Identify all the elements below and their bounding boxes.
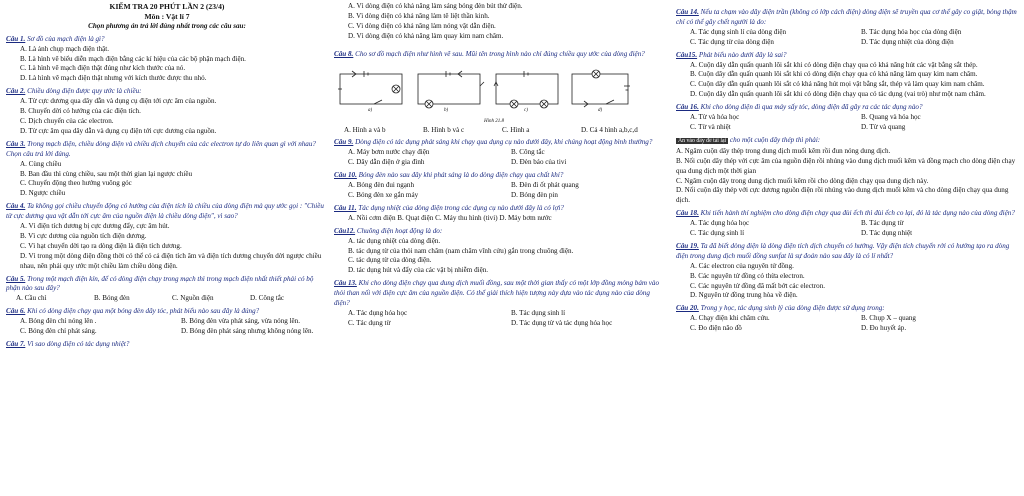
question-text: Bóng đèn nào sau đây khi phát sáng là do dòng điện chạy qua chất khí? [358, 171, 564, 180]
options-grid [6, 327, 328, 337]
question-label: Câu 3. [6, 139, 26, 148]
question-label: Câu 7. [6, 340, 26, 348]
option: A. Vì điện tích dương bị cực dương đẩy, cực âm hút. [20, 222, 170, 231]
option: A. Các electron của nguyên tử đồng. [690, 261, 794, 270]
column-3 [676, 2, 1018, 334]
option: C. Vì dòng điện có khả năng làm nóng vật dẫn điện. [348, 21, 496, 30]
options-grid [334, 148, 660, 158]
option: A. Máy bơm nước chạy điện [348, 148, 430, 157]
options-line: A. Nồi cơm điện B. Quạt điện C. Máy thu hình (tivi) D. Máy bơm nước [348, 213, 552, 222]
option: A. Ngâm cuộn dây thép trong dung dịch muối kẽm rồi đun nóng dung dịch. [676, 146, 891, 155]
options-grid [334, 319, 660, 329]
option: A. Tác dụng hóa học [348, 308, 408, 317]
question-14 [676, 8, 1018, 48]
question-text: Trong y học, tác dụng sinh lý của dòng điện được sử dụng trong: [700, 304, 885, 313]
options-row [334, 126, 660, 136]
options-grid [676, 123, 1018, 133]
question-text: Phát biểu nào dưới đây là sai? [698, 50, 787, 59]
question-text: Khi tiến hành thí nghiệm cho dòng điện chạy qua đùi ếch thì đùi ếch co lại, đó là tác dụng nào của dòng điện? [700, 209, 1015, 218]
option: A. Từ và hóa học [690, 113, 740, 122]
option: D. Công tắc [250, 294, 285, 303]
option: B. Bóng đèn [94, 294, 130, 303]
option: B. Các nguyên tử đồng có thừa electron. [690, 271, 805, 280]
question-text: cho một cuộn dây thép thì phải: [729, 135, 821, 144]
circuit-d [572, 70, 630, 107]
options-grid [334, 309, 660, 319]
circuit-a [338, 71, 402, 104]
option: D. Ngược chiều [20, 189, 66, 198]
question-label: Câu 18. [676, 209, 699, 218]
option: B. Hình b và c [423, 125, 465, 134]
figure-label-d: d) [598, 107, 603, 113]
option: D. tác dụng hút và đẩy của các vật bị nhiễm điện. [348, 266, 489, 275]
option: A. Hình a và b [344, 125, 386, 134]
option: C. Cuộn dây dẫn quấn quanh lõi sắt có khả năng hút mọi vật bằng sắt, thép và làm quay kim nam châm. [690, 80, 985, 89]
option: D. Vì dòng điện có khả năng làm quay kim nam châm. [348, 31, 504, 40]
question-label: Câu 14. [676, 8, 699, 16]
options-grid [676, 28, 1018, 38]
question-text: Vì sao dòng điện có tác dụng nhiệt? [27, 340, 130, 348]
options-grid [676, 219, 1018, 229]
option: D. Từ và quang [861, 122, 906, 131]
question-label: Câu12. [334, 226, 356, 235]
question-label: Câu 2. [6, 87, 26, 96]
option: C. Bóng đèn xe gắn máy [348, 190, 419, 199]
reload-tooltip[interactable]: Ấn vào đây để tải lại [678, 137, 727, 144]
question-text: Trong mạch điện, chiều dòng điện và chiều dịch chuyển của các electron tự do liên quan gì với nhau? Chọn câu trả lời đúng. [6, 139, 316, 158]
exam-instruction: Chọn phương án trả lời đúng nhất trong các câu sau: [88, 21, 246, 30]
options-grid [6, 317, 328, 327]
question-10 [334, 171, 660, 201]
option: B. Tác dụng hóa học của dòng điện [861, 27, 962, 36]
options-grid [334, 158, 660, 168]
question-13 [334, 279, 660, 329]
question-12 [334, 227, 660, 277]
option: D. Tác dụng nhiệt của dòng điện [861, 37, 954, 46]
option: C. Ngâm cuộn dây trong dung dịch muối kẽm rồi cho dòng điện chạy qua dung dịch này. [676, 176, 929, 185]
question-text: Ta đã biết dòng điện là dòng điện tích dịch chuyển có hướng. Vậy điện tích chuyển rời có hướng tạo ra dòng điện trong dung dịch muối đồng sunfat là sự đoán nào sau đây là có lí nhất? [676, 241, 1010, 260]
option: D. Đèn báo của tivi [511, 158, 567, 167]
question-label: Câu 5. [6, 274, 26, 283]
option: A. Từ cực dương qua dây dẫn và dụng cụ điện tới cực âm của nguồn. [20, 97, 217, 106]
question-1 [6, 35, 328, 85]
question-9 [334, 138, 660, 168]
option: C. Hình a [502, 125, 530, 134]
option: C. Tác dụng từ của dòng điện [690, 37, 774, 46]
question-label: Câu 8. [334, 49, 354, 58]
option: C. Vì hạt chuyển dời tạo ra dòng điện là điện tích dương. [20, 241, 182, 250]
option: C. Bóng đèn chỉ phát sáng. [20, 327, 97, 336]
question-text: Dòng điện có tác dụng phát sáng khi chạy qua dụng cụ nào dưới đây, khi chúng hoạt động bình thường? [355, 138, 653, 147]
option: A. Chạy điện khi châm cứu. [690, 314, 770, 323]
question-2 [6, 87, 328, 137]
question-18 [676, 209, 1018, 239]
option: B. Ban đầu thì cùng chiều, sau một thời gian lại ngược chiều [20, 169, 193, 178]
question-text: Chiều dòng điện được quy ước là chiều: [27, 87, 142, 96]
option: C. Từ và nhiệt [690, 122, 731, 131]
question-text: Trong một mạch điện kín, để có dòng điện chạy trong mạch thì trong mạch điện nhất thiết phải có bộ phận nào sau đây? [6, 274, 314, 293]
option: B. Cuộn dây dẫn quấn quanh lõi sắt khi có dòng điện chạy qua có khả năng làm quay kim nam châm. [690, 70, 978, 79]
option: B. Bóng đèn vừa phát sáng, vừa nóng lên. [181, 317, 301, 326]
figure-label-a: a) [368, 107, 373, 113]
options-grid [676, 229, 1018, 239]
question-text: Khi có dòng điện chạy qua một bóng đèn dây tóc, phát biểu nào sau đây là đúng? [27, 307, 260, 316]
question-text: Ta không gọi chiều chuyển động có hướng của điện tích là chiều của dòng điện mà quy ước gọi : "Chiều từ cực dương qua vật dẫn tới cực âm của nguồn điện là chiều dòng điện", vì sao? [6, 202, 324, 221]
option: B. Tác dụng từ [861, 219, 904, 228]
option: A. Tác dụng sinh lí của dòng điện [690, 27, 787, 36]
question-text: Nếu ta chạm vào dây điện trần (không có lớp cách điện) dòng điện sẽ truyền qua cơ thể gây co giật, bỏng thậm chí có thể gây chết người là do: [676, 8, 1017, 26]
option: D. Là hình vẽ mạch điện thật nhưng với kích thước được thu nhỏ. [20, 74, 207, 83]
question-label: Câu 20. [676, 304, 699, 313]
option: D. Bóng đèn phát sáng nhưng không nóng lên. [181, 327, 314, 336]
option: B. Chụp X – quang [861, 314, 916, 323]
question-4 [6, 202, 328, 271]
options-grid [676, 38, 1018, 48]
option: D. Bóng đèn pin [511, 190, 558, 199]
option: D. Cả 4 hình a,b,c,d [581, 125, 638, 134]
column-1 [6, 2, 328, 350]
option: D. Tác dụng từ và tác dụng hóa học [511, 318, 613, 327]
option: B. Quang và hóa học [861, 113, 921, 122]
question-text: Khi cho dòng điện chạy qua dung dịch muối đồng, sau một thời gian thấy có một lớp đồng mỏng bám vào thỏi than nối với điện cực âm của nguồn điện. Có thể giải thích hiện tượng này dựa vào tác dụng nào của dòng điện? [334, 279, 660, 308]
question-6 [6, 307, 328, 337]
question-label: Câu 16. [676, 103, 699, 112]
option: A. Bóng đèn chỉ nóng lên . [20, 317, 97, 326]
option: C. Tác dụng sinh lí [690, 229, 745, 238]
options-row [6, 294, 328, 304]
option: A. Cuộn dây dẫn quấn quanh lõi sắt khi có dòng điện chạy qua có khả năng hút các vật bằng sắt thép. [690, 60, 978, 69]
question-label: Câu15. [676, 50, 698, 59]
question-label: Câu 6. [6, 307, 26, 316]
option: C. Là hình vẽ mạch điện thật đúng như kích thước của nó. [20, 64, 186, 73]
option: C. Nguồn điện [172, 294, 214, 303]
figure-label-c: c) [524, 107, 528, 113]
question-label: Câu 11. [334, 203, 357, 212]
question-label: Câu 13. [334, 279, 357, 288]
question-16 [676, 103, 1018, 133]
question-7 [6, 340, 328, 350]
options-grid [334, 181, 660, 191]
question-text: Cho sơ đồ mạch điện như hình vẽ sau. Mũi tên trong hình nào chỉ đúng chiều quy ước của dòng điện? [355, 49, 645, 58]
option: B. Tác dụng sinh lí [511, 308, 566, 317]
option: A. tác dụng nhiệt của dòng điện. [348, 236, 441, 245]
question-7-options [334, 2, 660, 42]
question-text: Khi cho dòng điện đi qua máy sấy tóc, dòng điện đã gây ra các tác dụng nào? [700, 103, 923, 112]
question-label: Câu 10. [334, 171, 357, 180]
question-text: Tác dụng nhiệt của dòng điện trong các dụng cụ nào dưới đây là có lợi? [358, 203, 564, 212]
options-grid [676, 324, 1018, 334]
option: D. Từ cực âm qua dây dẫn và dụng cụ điện tới cực dương của nguồn. [20, 126, 217, 135]
circuit-figures [334, 62, 660, 126]
option: B. Vì dòng điện có khả năng làm tê liệt thần kinh. [348, 11, 490, 20]
option: A. Là ảnh chụp mạch điện thật. [20, 44, 110, 53]
question-17 [676, 136, 1018, 206]
option: D. Đo huyết áp. [861, 324, 907, 333]
option: C. Chuyển động theo hướng vuông góc [20, 179, 132, 188]
option: A. Cầu chì [16, 294, 47, 303]
option: A. Cùng chiều [20, 159, 62, 168]
question-label: Câu 9. [334, 138, 354, 147]
circuit-diagram [334, 62, 634, 122]
question-label: Câu 4. [6, 202, 26, 211]
question-label: Câu 19. [676, 241, 699, 250]
exam-title: KIỂM TRA 20 PHÚT LẦN 2 (23/4) [109, 2, 225, 11]
exam-subject: Môn : Vật lí 7 [144, 11, 190, 21]
question-20 [676, 304, 1018, 334]
figure-caption: Hình 21.8 [484, 118, 504, 124]
question-text: Chuông điện hoạt động là do: [356, 226, 443, 235]
option: D. Vì trong một dòng điện đồng thời có thể có cả điện tích âm và điện tích dương chuyển dời ngược chiều nhau, nên phải quy ước một chiều làm chiều dòng điện. [20, 251, 322, 270]
question-19 [676, 242, 1018, 301]
question-text: Sơ đồ của mạch điện là gì? [27, 34, 105, 43]
option: A. Tác dụng hóa học [690, 219, 750, 228]
circuit-c [494, 71, 558, 108]
figure-label-b: b) [444, 107, 449, 113]
question-5 [6, 275, 328, 305]
option: C. Dịch chuyển của các electron. [20, 116, 114, 125]
option: C. Các nguyên tử đồng đã mất bớt các electron. [690, 281, 826, 290]
option: D. Tác dụng nhiệt [861, 229, 913, 238]
option: B. Nối cuộn dây thép với cực âm của nguồn điện rồi nhúng vào dung dịch muối kẽm và đồng mạch cho dòng điện chạy qua dung dịch một thời gian [676, 156, 1016, 175]
question-15 [676, 51, 1018, 101]
option: B. Là hình vẽ biểu diễn mạch điện bằng các kí hiệu của các bộ phận mạch điện. [20, 54, 246, 63]
option: C. Tác dụng từ [348, 318, 391, 327]
option: D. Cuộn dây dẫn quấn quanh lõi sắt khi có dòng điện chạy qua có tác dụng (vai trò) như một nam châm. [690, 90, 986, 99]
option: B. Chuyển dời có hướng của các điện tích. [20, 107, 141, 116]
question-label: Câu 1. [6, 34, 26, 43]
option: A. Bóng đèn đui ngạnh [348, 181, 415, 190]
option: C. Dây dẫn điện ở gia đình [348, 158, 425, 167]
option: B. Công tắc [511, 148, 545, 157]
column-2 [334, 2, 660, 329]
question-3 [6, 140, 328, 199]
option: D. Nguyên tử đồng trung hòa về điện. [690, 291, 798, 300]
circuit-b [418, 71, 484, 108]
option: B. Vì cực dương của nguồn tích điện dương. [20, 231, 147, 240]
options-grid [676, 113, 1018, 123]
option: B. Đèn đi ốt phát quang [511, 181, 579, 190]
option: C. tác dụng từ của dòng điện. [348, 256, 432, 265]
option: A. Vì dòng điện có khả năng làm sáng bóng đèn bút thử điện. [348, 2, 523, 10]
option: B. tác dụng từ của thỏi nam châm (nam châm vĩnh cửu) gắn trong chuông điện. [348, 246, 574, 255]
option: D. Nối cuộn dây thép với cực dương nguồn điện rồi nhúng vào dung dịch muối kẽm và cho dòng điện chạy qua dung dịch. [676, 186, 1009, 205]
options-grid [676, 314, 1018, 324]
question-11 [334, 204, 660, 224]
question-8 [334, 50, 660, 136]
options-grid [334, 191, 660, 201]
option: C. Đo điện não đồ [690, 324, 742, 333]
